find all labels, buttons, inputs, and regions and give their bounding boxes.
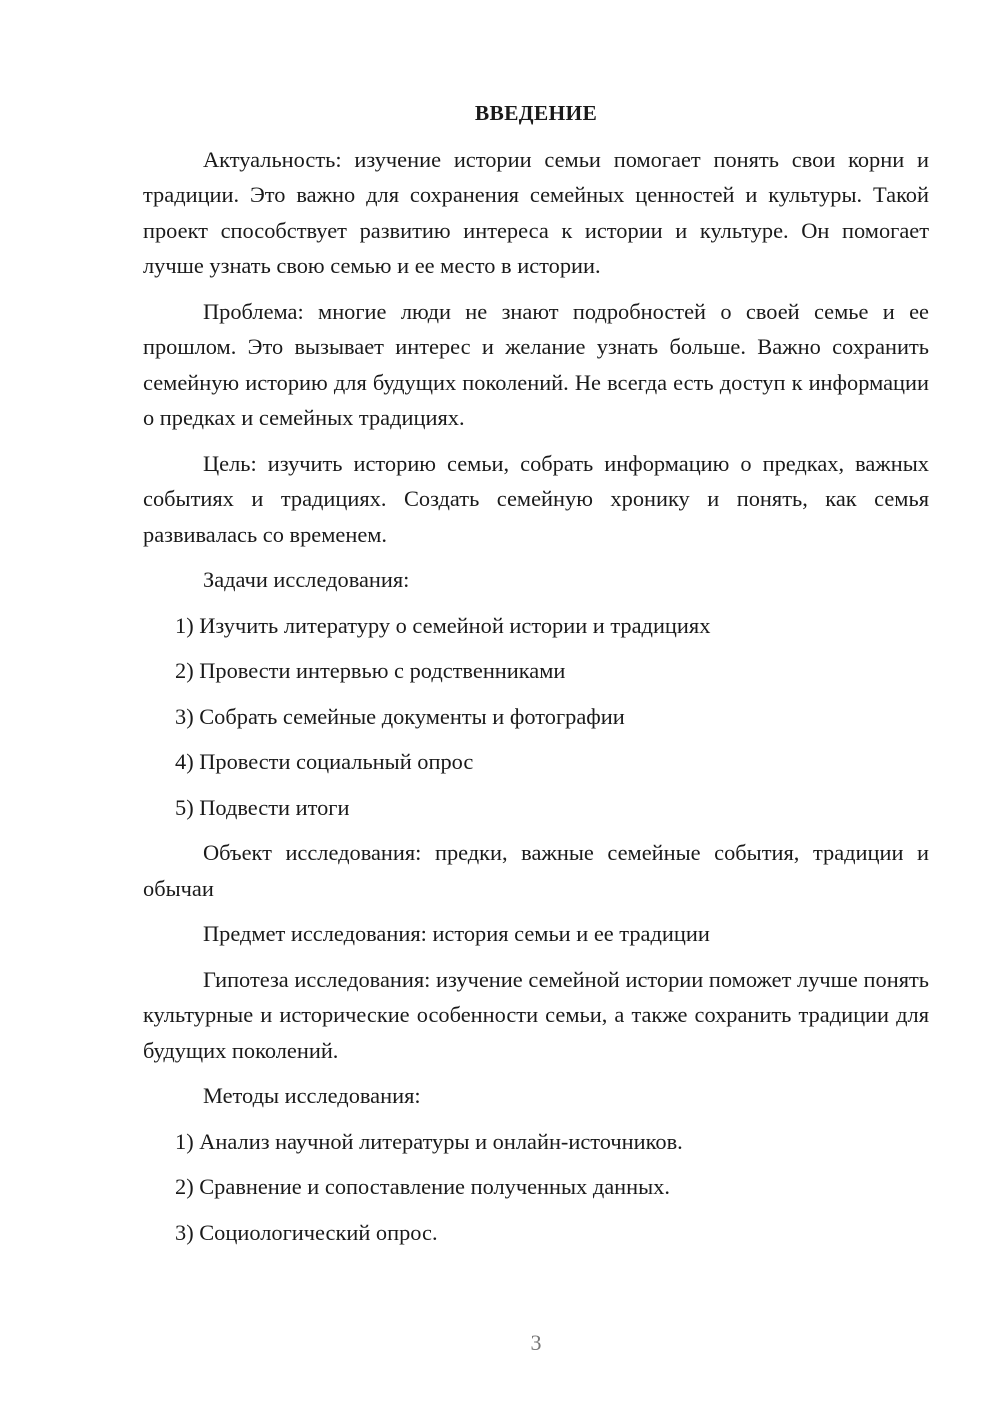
list-item: 3) Собрать семейные документы и фотографии <box>175 703 625 729</box>
tasks-label: Задачи исследования: <box>203 567 410 592</box>
hypothesis-paragraph: Гипотеза исследования: изучение семейной истории поможет лучше понять культурные и исторические особенности семьи, а также сохранить традиции для будущих поколений. <box>143 966 929 1063</box>
list-item: 2) Сравнение и сопоставление полученных данных. <box>175 1174 670 1199</box>
object-paragraph: Объект исследования: предки, важные семейные события, традиции и обычаи <box>143 840 929 901</box>
subject-paragraph: Предмет исследования: история семьи и ее традиции <box>203 921 710 946</box>
page-number: 3 <box>530 1330 542 1355</box>
list-item: 1) Изучить литературу о семейной истории и традициях <box>175 612 711 638</box>
document-body <box>143 96 929 1260</box>
problem-paragraph: Проблема: многие люди не знают подробностей о своей семье и ее прошлом. Это вызывает интерес и желание узнать больше. Важно сохранить семейную историю для будущих поколений. Не всегда есть доступ к информации о предках и семейных традициях. <box>143 298 929 430</box>
page-title: ВВЕДЕНИЕ <box>474 101 598 125</box>
tasks-list <box>143 608 929 826</box>
goal-paragraph: Цель: изучить историю семьи, собрать информацию о предках, важных событиях и традициях. Создать семейную хронику и понять, как семья развивалась со временем. <box>143 450 929 547</box>
relevance-paragraph: Актуальность: изучение истории семьи помогает понять свои корни и традиции. Это важно для сохранения семейных ценностей и культуры. Такой проект способствует развитию интереса к истории и культуре. Он помогает лучше узнать свою семью и ее место в истории. <box>143 146 929 278</box>
list-item: 5) Подвести итоги <box>175 794 350 820</box>
list-item: 3) Социологический опрос. <box>175 1219 438 1245</box>
list-item: 4) Провести социальный опрос <box>175 749 474 774</box>
methods-list <box>143 1124 929 1251</box>
list-item: 1) Анализ научной литературы и онлайн-источников. <box>175 1128 683 1154</box>
list-item: 2) Провести интервью с родственниками <box>175 658 566 683</box>
methods-label: Методы исследования: <box>203 1083 421 1108</box>
